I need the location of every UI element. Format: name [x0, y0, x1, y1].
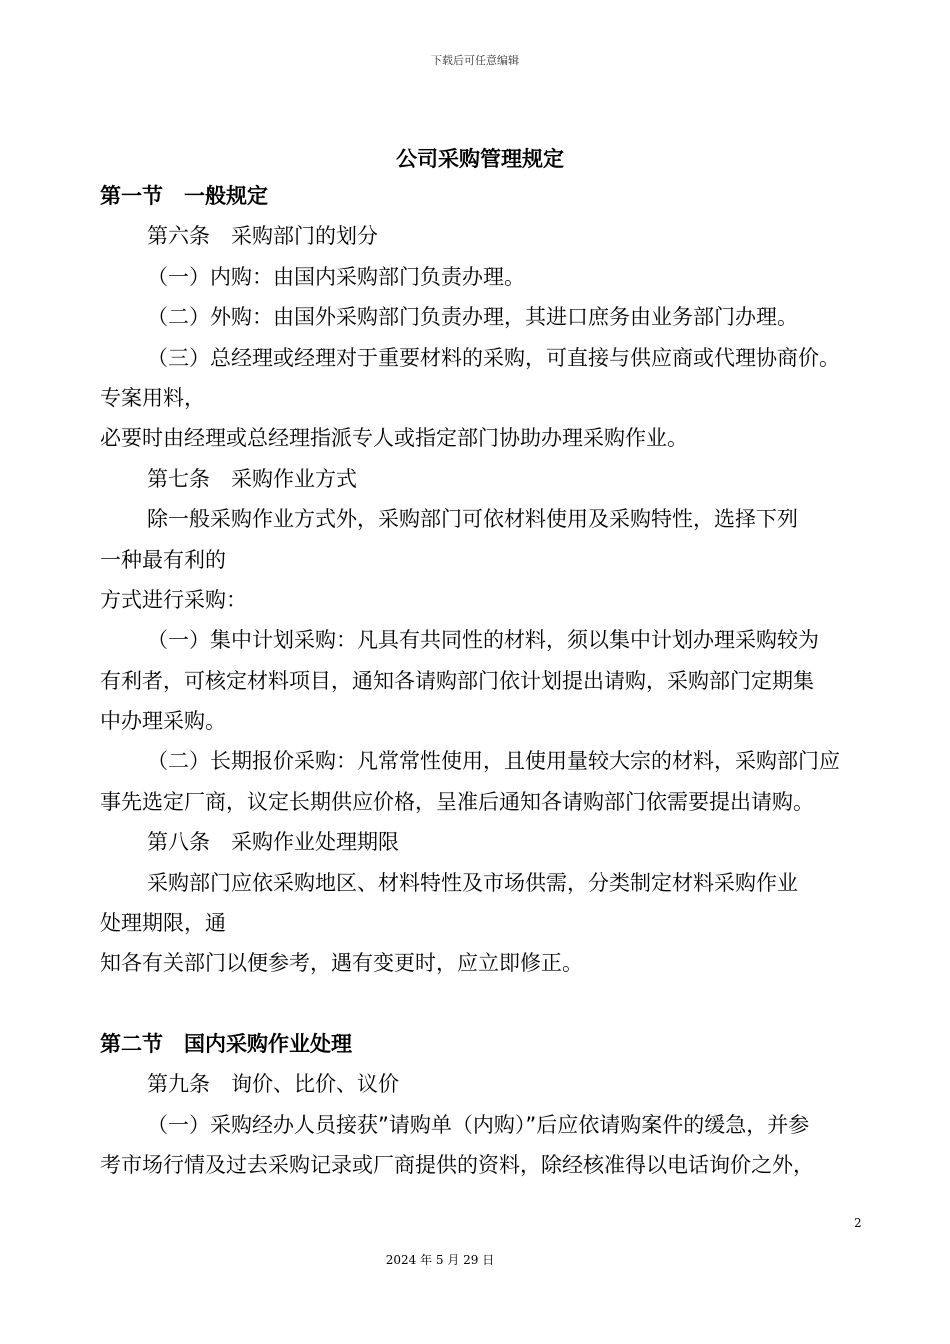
paragraph-line: （二）长期报价采购：凡常常性使用，且使用量较大宗的材料，采购部门应 [147, 749, 840, 774]
paragraph-line: 处理期限，通 [100, 911, 226, 936]
article-heading: 第九条 询价、比价、议价 [147, 1072, 399, 1097]
paragraph-line: 专案用料， [100, 385, 205, 410]
article-heading: 第八条 采购作业处理期限 [147, 830, 399, 855]
document-body [100, 176, 870, 1185]
paragraph-line: 事先选定厂商，议定长期供应价格，呈准后通知各请购部门依需要提出请购。 [100, 789, 814, 814]
document-title: 公司采购管理规定 [396, 147, 564, 171]
paragraph-line: 中办理采购。 [100, 709, 226, 734]
section-gap [100, 984, 870, 1024]
paragraph-line: 一种最有利的 [100, 547, 226, 572]
article-heading: 第六条 采购部门的划分 [147, 224, 378, 249]
article-heading: 第七条 采购作业方式 [147, 466, 357, 491]
paragraph-line: 考市场行情及过去采购记录或厂商提供的资料，除经核准得以电话询价之外， [100, 1152, 814, 1177]
paragraph-line: （三）总经理或经理对于重要材料的采购，可直接与供应商或代理协商价。 [147, 345, 840, 370]
section-heading: 第二节 国内采购作业处理 [100, 1031, 352, 1056]
paragraph-line: 有利者，可核定材料项目，通知各请购部门依计划提出请购，采购部门定期集 [100, 668, 814, 693]
paragraph-line: （一）采购经办人员接获”请购单（内购）”后应依请购案件的缓急，并参 [147, 1112, 810, 1137]
footer-date: 2024 年 5 月 29 日 [385, 1253, 495, 1267]
paragraph-line: 方式进行采购： [100, 587, 247, 612]
paragraph-line: 采购部门应依采购地区、材料特性及市场供需，分类制定材料采购作业 [147, 870, 798, 895]
page-header: 下载后可任意编辑 [431, 54, 519, 67]
section-heading: 第一节 一般规定 [100, 184, 268, 208]
paragraph-line: 知各有关部门以便参考，遇有变更时，应立即修正。 [100, 951, 583, 976]
page-number: 2 [854, 1216, 862, 1230]
paragraph-line: （二）外购：由国外采购部门负责办理，其进口庶务由业务部门办理。 [147, 305, 798, 330]
paragraph-line: 必要时由经理或总经理指派专人或指定部门协助办理采购作业。 [100, 426, 688, 451]
paragraph-line: （一）集中计划采购：凡具有共同性的材料，须以集中计划办理采购较为 [147, 628, 819, 653]
paragraph-line: 除一般采购作业方式外，采购部门可依材料使用及采购特性，选择下列 [147, 507, 798, 532]
paragraph-line: （一）内购：由国内采购部门负责办理。 [147, 264, 525, 289]
